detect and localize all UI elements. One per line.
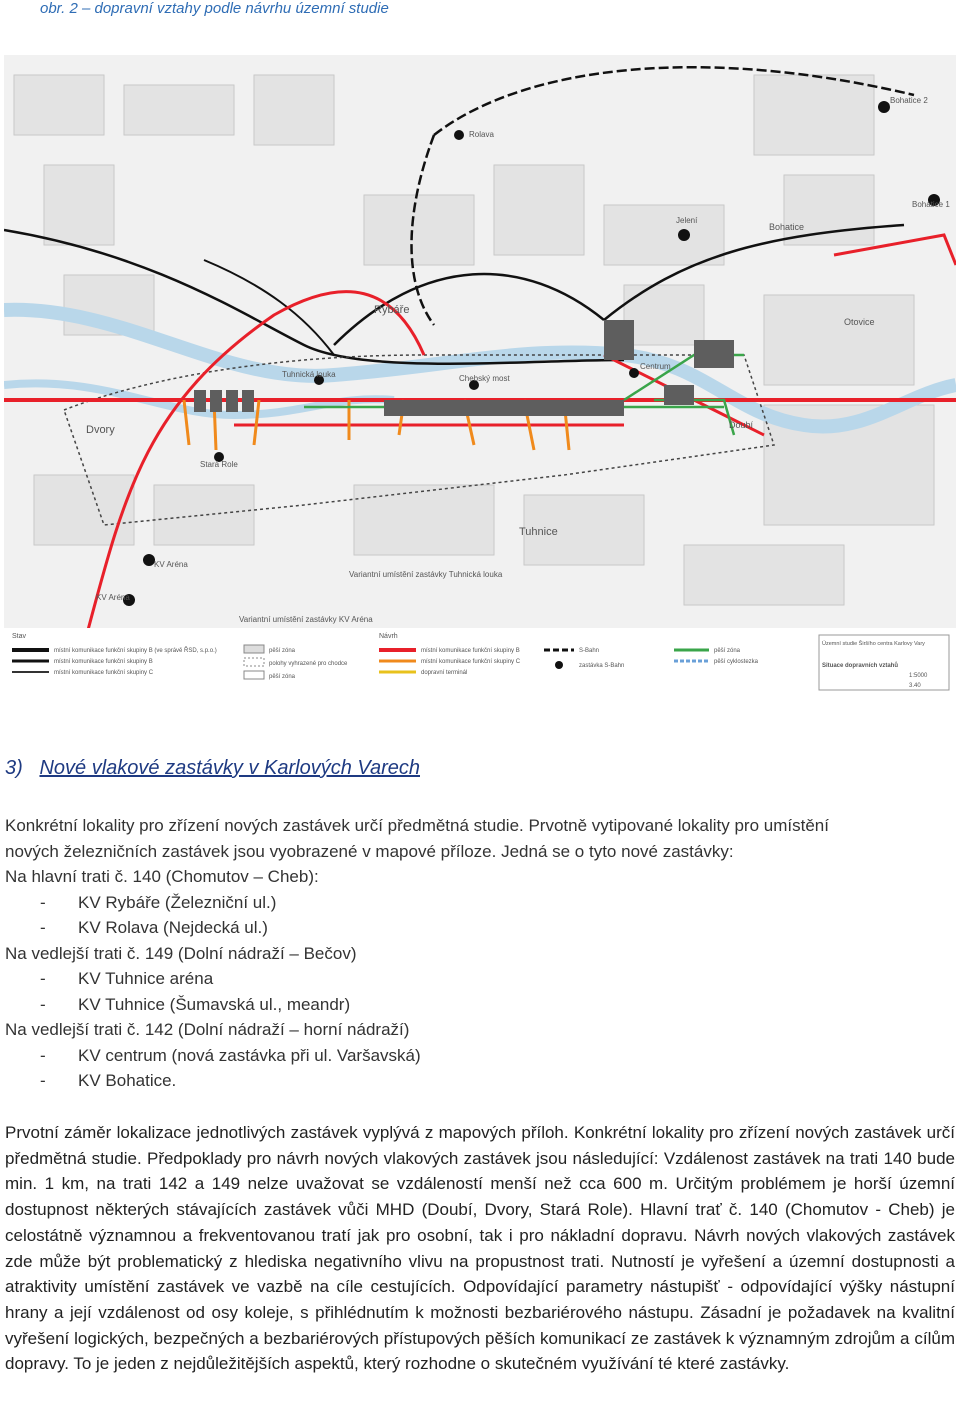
list-dash: - bbox=[40, 892, 46, 912]
legend-sbahn-stop: zastávka S-Bahn bbox=[579, 663, 625, 669]
intro-line-1: Konkrétní lokality pro zřízení nových zastávek určí předmětná studie. Prvotně vytipované lokality pro umístění bbox=[5, 816, 829, 835]
map-legend bbox=[4, 628, 956, 710]
map-label-station-tuhnicka-louka: Tuhnická louka bbox=[282, 370, 336, 379]
map-label-otovice: Otovice bbox=[844, 317, 875, 327]
legend-scale: 1:5000 bbox=[909, 673, 928, 679]
list-dash: - bbox=[40, 1071, 46, 1090]
list-dash: - bbox=[40, 918, 46, 937]
heading-line-142: Na vedlejší trati č. 142 (Dolní nádraží – horní nádraží) bbox=[5, 1020, 410, 1039]
list-item bbox=[5, 915, 955, 941]
legend-p3: pěší zóna bbox=[269, 674, 296, 680]
map-label-station-rolava: Rolava bbox=[469, 130, 494, 139]
map-label-doubi: Doubí bbox=[729, 420, 754, 430]
list-dash: - bbox=[40, 1045, 46, 1065]
legend-p1: pěší zóna bbox=[269, 648, 296, 654]
legend-title-navrh: Návrh bbox=[379, 633, 398, 640]
legend-sbahn: S-Bahn bbox=[579, 648, 600, 654]
legend-n1: místní komunikace funkční skupiny B bbox=[421, 648, 520, 654]
intro-line-2: nových železničních zastávek jsou vyobrazené v mapové příloze. Jedná se o tyto nové zastávky: bbox=[5, 841, 734, 861]
map-label-station-tuhnicka-louka-2: Stará Role bbox=[200, 460, 238, 469]
map-label-station-kv-arena-2: KV Aréna bbox=[96, 593, 130, 602]
legend-title-box: Územní studie Širšího centra Karlovy Vary bbox=[822, 641, 925, 647]
section-title: Nové vlakové zastávky v Karlových Varech bbox=[39, 757, 420, 779]
list-item bbox=[5, 1043, 955, 1069]
body-paragraph: Prvotní záměr lokalizace jednotlivých zastávek vyplývá z mapových příloh. Konkrétní lokality pro zřízení nových zastávek určí předmětná studie. Předpoklady pro návrh nových vlakových zastávek jsou následující: Vzdálenost zastávek na trati 140 bude min. 1 km, na trati 142 a 149 nelze uvažovat se vzdáleností menší než cca 600 m. Určitým problémem je horší územní dostupnost některých stávajících zastávek vůči MHD (Doubí, Dvory, Stará Role). Hlavní trať č. 140 (Chomutov - Cheb) je celostátně významnou a frekventovanou tratí jak pro osobní, tak i pro nákladní dopravu. Návrh nových vlakových zastávek zde může být problematický z hlediska negativního vlivu na propustnost trati. Nutností je vyřešení a územní dostupnosti a atraktivity umístění zastávek ve vazbě na cíle cestujících. Odpovídající parametry nástupišť - odpovídající výšky nástupní hrany a její vzdálenost od osy koleje, s přihlédnutím k možnosti bezbariérového nástupu. Zásadní je požadavek na kvalitní vyřešení logických, bezpečných a bezbariérových přístupových pěších komunikací ze zastávek k významným zdrojům a cílům dopravy. To je jeden z nejdůležitějších aspektů, který rozhodne o skutečném využívání té které zastávky. bbox=[5, 1123, 955, 1374]
list-item-text: KV Bohatice. bbox=[78, 1071, 177, 1090]
map-label-rybare: Rybáře bbox=[374, 304, 410, 316]
section-heading bbox=[5, 757, 420, 780]
map-label-variant2: Variantní umístění zastávky KV Aréna bbox=[239, 615, 373, 624]
map-label-station-bohatice1: Bohatice 1 bbox=[912, 200, 950, 209]
map-label-dvory: Dvory bbox=[86, 424, 115, 436]
map-label-station-bohatice2: Bohatice 2 bbox=[890, 96, 928, 105]
list-item-text: KV Rolava (Nejdecká ul.) bbox=[78, 918, 268, 937]
legend-n3: dopravní terminál bbox=[421, 670, 468, 676]
map-label-station-jeleni: Jelení bbox=[676, 216, 698, 225]
map-label-variant1: Variantní umístění zastávky Tuhnická louka bbox=[349, 570, 503, 579]
map-label-station-chebsky-most: Chebský most bbox=[459, 374, 510, 383]
list-item-text: KV Rybáře (Železniční ul.) bbox=[78, 892, 277, 912]
legend-g2: pěší cyklostezka bbox=[714, 659, 759, 665]
legend-p2: polohy vyhrazené pro chodce bbox=[269, 661, 348, 667]
map-label-station-kv-arena: KV Aréna bbox=[154, 560, 188, 569]
list-item-text: KV Tuhnice (Šumavská ul., meandr) bbox=[78, 994, 351, 1014]
stops-list-block bbox=[5, 813, 955, 1094]
legend-n2: místní komunikace funkční skupiny C bbox=[421, 659, 521, 665]
list-item-text: KV centrum (nová zastávka při ul. Varšavská) bbox=[78, 1045, 421, 1065]
heading-main-line: Na hlavní trati č. 140 (Chomutov – Cheb): bbox=[5, 867, 319, 886]
list-item-text: KV Tuhnice aréna bbox=[78, 969, 214, 988]
figure-caption: obr. 2 – dopravní vztahy podle návrhu územní studie bbox=[40, 0, 389, 17]
map-label-station-centrum: Centrum bbox=[640, 362, 671, 371]
list-dash: - bbox=[40, 994, 46, 1014]
legend-title-stav: Stav bbox=[12, 633, 27, 640]
list-item bbox=[5, 992, 955, 1018]
legend-s1: místní komunikace funkční skupiny B (ve správě ŘSD, s.p.o.) bbox=[54, 648, 217, 654]
section-number: 3) bbox=[5, 757, 23, 779]
map-label-bohatice: Bohatice bbox=[769, 222, 805, 232]
list-item bbox=[5, 1068, 955, 1094]
list-dash: - bbox=[40, 969, 46, 988]
legend-s2: místní komunikace funkční skupiny B bbox=[54, 659, 153, 665]
legend-g1: pěší zóna bbox=[714, 648, 741, 654]
map-label-tuhnice: Tuhnice bbox=[519, 526, 558, 538]
transport-map bbox=[4, 55, 956, 710]
legend-sheet: Situace dopravních vztahů bbox=[822, 663, 899, 669]
list-item bbox=[5, 890, 955, 916]
heading-line-149: Na vedlejší trati č. 149 (Dolní nádraží – Bečov) bbox=[5, 943, 357, 963]
list-item bbox=[5, 966, 955, 992]
legend-num: 3.40 bbox=[909, 683, 921, 689]
legend-s3: místní komunikace funkční skupiny C bbox=[54, 670, 154, 676]
